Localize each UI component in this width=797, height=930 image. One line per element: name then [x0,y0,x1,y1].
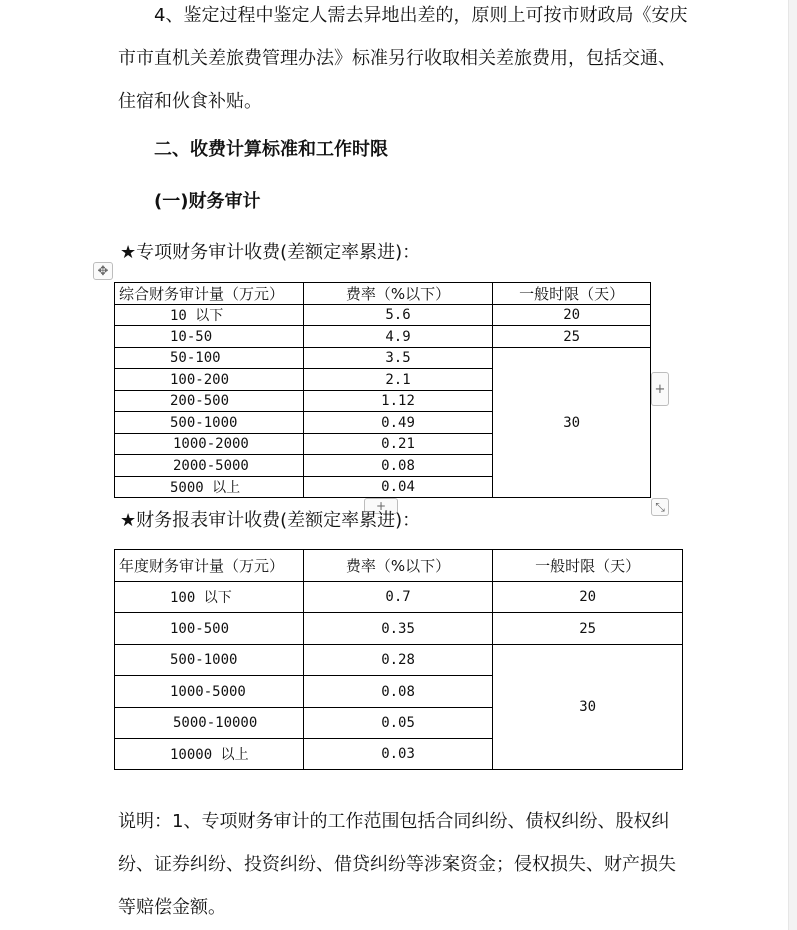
cell-amount: 500-1000 [115,412,304,434]
add-row-button-icon[interactable]: + [364,498,398,514]
cell-rate: 0.04 [303,477,493,498]
cell-amount: 200-500 [115,391,304,412]
cell-amount: 1000-5000 [115,676,304,708]
cell-rate: 0.7 [303,582,493,613]
table-row [115,326,651,348]
add-column-button-icon[interactable]: + [651,372,669,406]
cell-rate: 2.1 [303,369,493,391]
cell-rate: 0.08 [303,676,493,708]
table-move-handle-icon[interactable]: ✥ [93,262,113,280]
table-row [115,645,683,676]
cell-rate: 4.9 [303,326,493,348]
cell-rate: 1.12 [303,391,493,412]
cell-amount: 1000-2000 [115,434,304,455]
cell-days: 25 [493,613,683,645]
cell-rate: 0.21 [303,434,493,455]
cell-amount: 5000 以上 [115,477,304,498]
subsection-heading: (一)财务审计 [154,191,261,212]
special-audit-fee-table [114,282,651,498]
section-heading: 二、收费计算标准和工作时限 [154,139,388,160]
table-header-row [115,283,651,305]
cell-amount: 2000-5000 [115,455,304,477]
cell-rate: 3.5 [303,348,493,369]
cell-amount: 100 以下 [115,582,304,613]
header-amount: 综合财务审计量（万元） [115,283,304,305]
cell-days: 20 [493,582,683,613]
table2-caption: ★财务报表审计收费(差额定率累进)： [120,510,421,531]
header-rate: 费率（%以下） [303,550,493,582]
page-edge [788,0,797,930]
header-days: 一般时限（天） [493,283,651,305]
cell-rate: 0.05 [303,708,493,739]
cell-days: 25 [493,326,651,348]
cell-amount: 50-100 [115,348,304,369]
header-days: 一般时限（天） [493,550,683,582]
cell-amount: 10 以下 [115,305,304,326]
table-row [115,613,683,645]
cell-amount: 100-500 [115,613,304,645]
cell-days-merged: 30 [493,348,651,498]
table-row [115,305,651,326]
table-row [115,348,651,369]
cell-rate: 0.08 [303,455,493,477]
cell-amount: 100-200 [115,369,304,391]
cell-days: 20 [493,305,651,326]
table-resize-handle-icon[interactable]: ⤡ [651,498,669,516]
cell-days-merged: 30 [493,645,683,770]
cell-amount: 5000-10000 [115,708,304,739]
header-rate: 费率（%以下） [303,283,493,305]
table-row [115,582,683,613]
cell-rate: 0.28 [303,645,493,676]
cell-amount: 10000 以上 [115,739,304,770]
report-audit-fee-table [114,549,683,770]
cell-rate: 0.03 [303,739,493,770]
cell-amount: 500-1000 [115,645,304,676]
cell-rate: 5.6 [303,305,493,326]
cell-rate: 0.35 [303,613,493,645]
table1-caption: ★专项财务审计收费(差额定率累进)： [120,242,421,263]
cell-amount: 10-50 [115,326,304,348]
header-amount: 年度财务审计量（万元） [115,550,304,582]
cell-rate: 0.49 [303,412,493,434]
note-paragraph: 说明：1、专项财务审计的工作范围包括合同纠纷、债权纠纷、股权纠纷、证券纠纷、投资纠纷、借贷纠纷等涉案资金；侵权损失、财产损失等赔偿金额。 [118,811,676,918]
intro-paragraph: 4、鉴定过程中鉴定人需去异地出差的，原则上可按市财政局《安庆市市直机关差旅费管理办法》标准另行收取相关差旅费用，包括交通、住宿和伙食补贴。 [118,5,688,112]
table-header-row [115,550,683,582]
